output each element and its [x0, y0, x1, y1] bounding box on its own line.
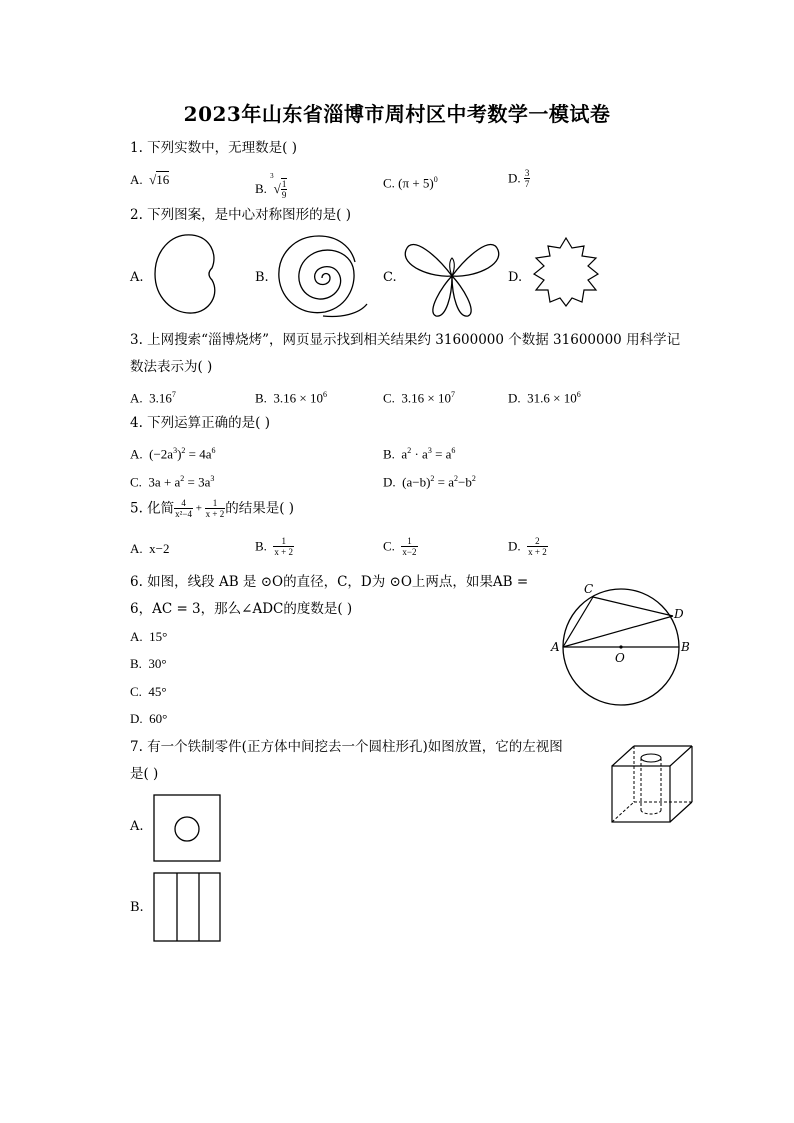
q4-option-b: B. $a^2 \cdot a^3 = a^6$	[383, 446, 456, 462]
sqrt-sign: √	[149, 172, 157, 187]
point-a-label: A	[551, 640, 560, 654]
question-6-stem-line1: 6. 如图，线段 AB 是 ⊙O的直径，C，D为 ⊙O上两点，如果AB =	[130, 574, 529, 590]
side-view-square-lines	[153, 872, 223, 944]
q1-option-d: D. $\frac{3}{7}$	[508, 168, 530, 189]
spiral-figure	[275, 234, 370, 318]
question-3-stem-line1: 3. 上网搜索“淄博烧烤”，网页显示找到相关结果约 31600000 个数据 31600000 用科学记	[130, 332, 681, 348]
q6-option-b: B. 30°	[130, 656, 167, 671]
butterfly-figure	[402, 236, 502, 318]
q5-option-b: B. $\frac{1}{x + 2}$	[255, 536, 293, 557]
q6-option-a: A. 15°	[130, 629, 168, 644]
q4-option-a: A. $(-2a^3)^2 = 4a^6$	[130, 446, 216, 462]
q7-label-a: A.	[130, 819, 144, 834]
page-title: 2023年山东省淄博市周村区中考数学一模试卷	[183, 102, 611, 126]
q6-option-d: D. 60°	[130, 711, 168, 726]
point-d-label: D	[674, 607, 684, 621]
q5-option-c: C. $\frac{1}{x-2}$	[383, 536, 417, 557]
q2-label-a: A.	[130, 270, 144, 285]
q5-option-d: D. $\frac{2}{x + 2}$	[508, 536, 547, 557]
koch-snowflake-figure	[526, 236, 606, 308]
q2-label-c: C.	[383, 270, 397, 285]
q1-option-c: C. $(\pi + 5)^0$	[383, 175, 438, 191]
question-4-stem: 4. 下列运算正确的是( )	[130, 415, 270, 431]
q2-label-b: B.	[255, 270, 269, 285]
question-3-stem-line2: 数法表示为( )	[130, 359, 213, 375]
q4-option-c: C. $3a + a^2 = 3a^3$	[130, 474, 215, 490]
q1-option-a: A. √16	[130, 172, 170, 187]
side-view-square-circle	[153, 794, 223, 864]
q1-option-b: B. $^3$√ $\frac{1}{9}$	[255, 172, 287, 201]
question-7-stem-line1: 7. 有一个铁制零件(正方体中间挖去一个圆柱形孔)如图放置，它的左视图	[130, 739, 563, 755]
point-b-label: B	[681, 640, 690, 654]
question-1-stem: 1. 下列实数中，无理数是( )	[130, 140, 297, 156]
question-7-stem-line2: 是( )	[130, 766, 159, 782]
q6-option-c: C. 45°	[130, 684, 167, 699]
question-5-stem: 5. 化简 $\frac{4}{\text{x²−4}}$ + $\frac{1}{x + 2}$ 的结果是( )	[130, 498, 295, 519]
question-6-stem-line2: 6，AC = 3，那么∠ADC的度数是( )	[130, 601, 353, 617]
q3-option-c: C. $3.16 \times 10^7$	[383, 390, 456, 406]
question-2-stem: 2. 下列图案，是中心对称图形的是( )	[130, 207, 351, 223]
q7-label-b: B.	[130, 900, 144, 915]
cardioid-figure	[150, 232, 225, 317]
q3-option-b: B. $3.16 \times 10^6$	[255, 390, 328, 406]
q5-option-a: A. x−2	[130, 541, 170, 556]
q2-label-d: D.	[508, 270, 523, 285]
circle-diameter-figure	[546, 580, 696, 710]
q3-option-d: D. $31.6 \times 10^6$	[508, 390, 581, 406]
q4-option-d: D. $(a-b)^2 = a^2-b^2$	[383, 474, 476, 490]
q3-option-a: A. 3.16$^7$	[130, 390, 176, 406]
cube-with-hole-figure	[610, 744, 696, 824]
point-c-label: C	[584, 582, 594, 596]
point-o-label: O	[615, 651, 625, 665]
